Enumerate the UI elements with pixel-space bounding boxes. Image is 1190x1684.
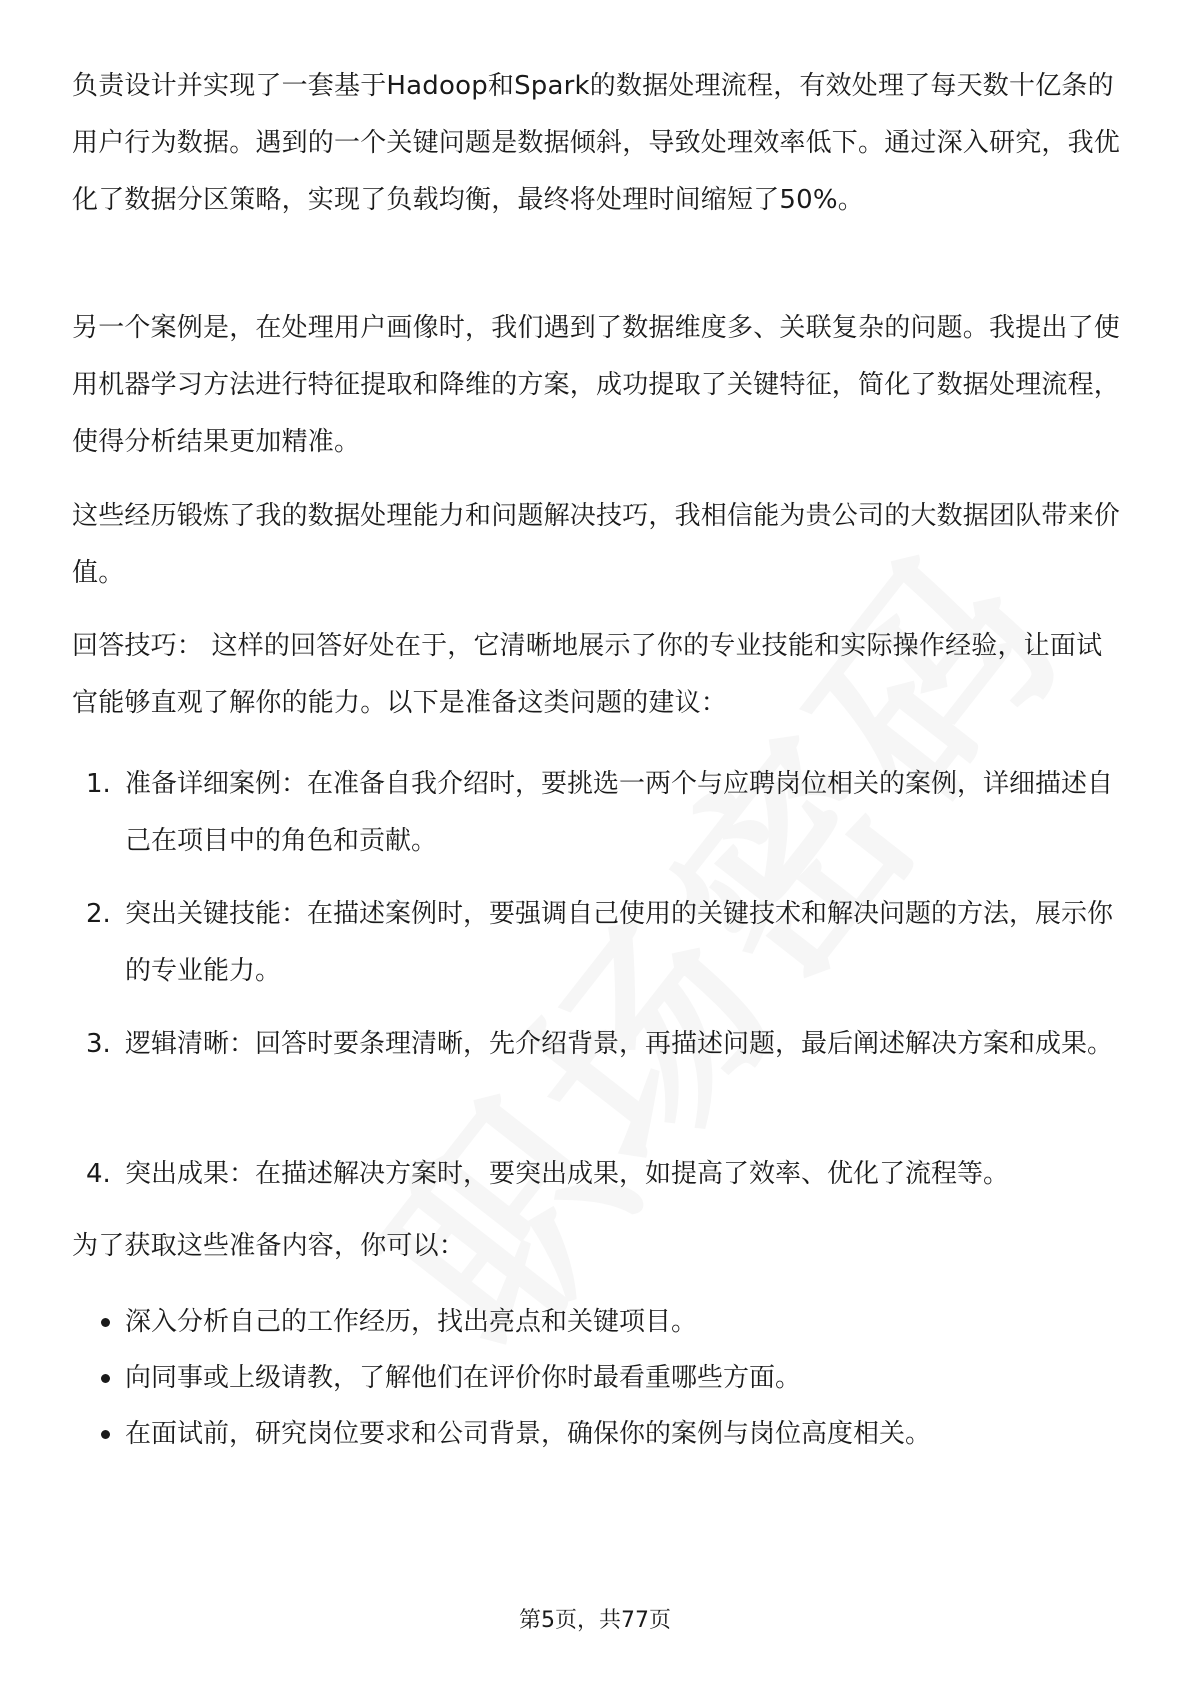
- bullets-intro: 为了获取这些准备内容，你可以：: [72, 1231, 466, 1261]
- bullet-icon: [101, 1374, 110, 1383]
- list-text: 突出成果：在描述解决方案时，要突出成果，如提高了效率、优化了流程等。: [125, 1159, 1010, 1189]
- list-number: 4.: [86, 1159, 111, 1189]
- paragraph-3: 这些经历锻炼了我的数据处理能力和问题解决技巧，我相信能为贵公司的大数据团队带来价值。: [72, 501, 1121, 588]
- bullet-icon: [101, 1430, 110, 1439]
- list-number: 3.: [86, 1029, 111, 1059]
- list-number: 2.: [86, 899, 111, 929]
- paragraph-2: 另一个案例是，在处理用户画像时，我们遇到了数据维度多、关联复杂的问题。我提出了使用机器学习方法进行特征提取和降维的方案，成功提取了关键特征，简化了数据处理流程，使得分析结果更加精准。: [72, 313, 1121, 457]
- list-text: 深入分析自己的工作经历，找出亮点和关键项目。: [125, 1307, 698, 1337]
- list-number: 1.: [86, 769, 111, 799]
- list-text: 在面试前，研究岗位要求和公司背景，确保你的案例与岗位高度相关。: [125, 1419, 932, 1449]
- paragraph-1: 负责设计并实现了一套基于Hadoop和Spark的数据处理流程，有效处理了每天数十亿条的用户行为数据。遇到的一个关键问题是数据倾斜，导致处理效率低下。通过深入研究，我优化了数据分区策略，实现了负载均衡，最终将处理时间缩短了50%。: [72, 71, 1121, 215]
- paragraph-4: 回答技巧： 这样的回答好处在于，它清晰地展示了你的专业技能和实际操作经验，让面试官能够直观了解你的能力。以下是准备这类问题的建议：: [72, 631, 1103, 718]
- list-text: 逻辑清晰：回答时要条理清晰，先介绍背景，再描述问题，最后阐述解决方案和成果。: [125, 1029, 1114, 1059]
- page-number: 第5页，共77页: [519, 1608, 671, 1633]
- list-text: 向同事或上级请教，了解他们在评价你时最看重哪些方面。: [125, 1363, 802, 1393]
- list-text: 突出关键技能：在描述案例时，要强调自己使用的关键技术和解决问题的方法，展示你的专业能力。: [125, 899, 1114, 986]
- list-text: 准备详细案例：在准备自我介绍时，要挑选一两个与应聘岗位相关的案例，详细描述自己在项目中的角色和贡献。: [125, 769, 1114, 856]
- bullet-icon: [101, 1318, 110, 1327]
